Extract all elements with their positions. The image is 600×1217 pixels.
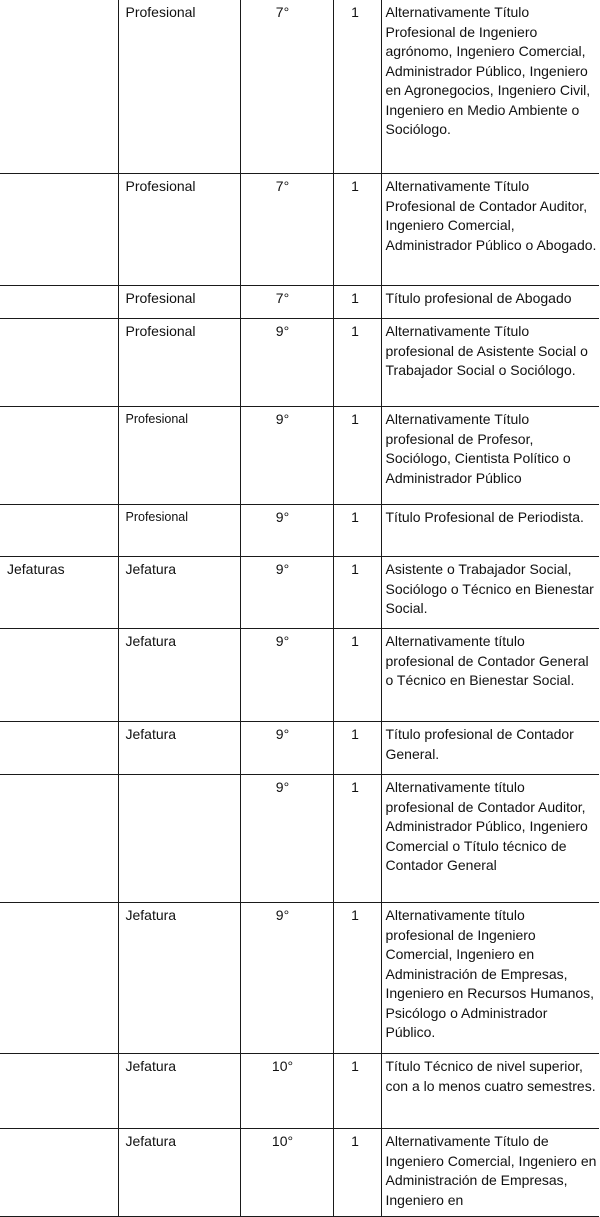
requirement-cell: Alternativamente Título Profesional de Ingeniero agrónomo, Ingeniero Comercial, Administrador Público, Ingeniero en Agronegocios, Ingeniero Civil, Ingeniero en Medio Ambiente o Sociólogo. [381,0,599,174]
requirement-cell: Alternativamente título profesional de Contador General o Técnico en Bienestar Social. [381,629,599,722]
requirement-cell: Alternativamente Título Profesional de Contador Auditor, Ingeniero Comercial, Administrador Público o Abogado. [381,174,599,286]
grade-cell: 9° [240,629,333,722]
quantity-cell: 1 [333,903,381,1054]
position-type-cell: Jefatura [118,1054,240,1129]
category-cell [0,319,118,407]
table-row [0,557,599,629]
grade-cell: 10° [240,1129,333,1217]
quantity-cell: 1 [333,775,381,903]
grade-cell: 9° [240,505,333,557]
requirement-cell: Alternativamente título profesional de Ingeniero Comercial, Ingeniero en Administración de Empresas, Ingeniero en Recursos Humanos, Psicólogo o Administrador Público. [381,903,599,1054]
category-cell [0,629,118,722]
table-row [0,903,599,1054]
table-row [0,319,599,407]
table-row [0,505,599,557]
table-row [0,722,599,775]
position-type-cell: Jefatura [118,1129,240,1217]
quantity-cell: 1 [333,286,381,319]
grade-cell: 9° [240,319,333,407]
category-cell [0,1054,118,1129]
table-row [0,0,599,174]
position-type-cell: Jefatura [118,722,240,775]
position-type-cell: Jefatura [118,557,240,629]
position-type-cell: Jefatura [118,629,240,722]
category-cell [0,903,118,1054]
category-cell [0,0,118,174]
quantity-cell: 1 [333,174,381,286]
requirement-cell: Título profesional de Contador General. [381,722,599,775]
category-cell [0,775,118,903]
grade-cell: 7° [240,0,333,174]
requirement-cell: Alternativamente Título profesional de Asistente Social o Trabajador Social o Sociólogo. [381,319,599,407]
table-row [0,174,599,286]
table-row [0,407,599,505]
table-row [0,775,599,903]
position-type-cell: Profesional [118,0,240,174]
position-type-cell [118,775,240,903]
position-type-cell: Profesional [118,319,240,407]
category-cell [0,407,118,505]
grade-cell: 9° [240,775,333,903]
grade-cell: 9° [240,557,333,629]
table-row [0,1054,599,1129]
table-row [0,629,599,722]
quantity-cell: 1 [333,319,381,407]
grade-cell: 9° [240,407,333,505]
quantity-cell: 1 [333,557,381,629]
quantity-cell: 1 [333,1129,381,1217]
grade-cell: 7° [240,286,333,319]
quantity-cell: 1 [333,407,381,505]
table-row [0,286,599,319]
category-cell [0,1129,118,1217]
requirement-cell: Alternativamente Título profesional de Profesor, Sociólogo, Cientista Político o Administrador Público [381,407,599,505]
category-cell [0,174,118,286]
requirement-cell: Alternativamente Título de Ingeniero Comercial, Ingeniero en Administración de Empresas, Ingeniero en [381,1129,599,1217]
quantity-cell: 1 [333,722,381,775]
quantity-cell: 1 [333,1054,381,1129]
requirement-cell: Alternativamente título profesional de Contador Auditor, Administrador Público, Ingeniero Comercial o Título técnico de Contador General [381,775,599,903]
quantity-cell: 1 [333,505,381,557]
grade-cell: 9° [240,722,333,775]
category-cell: Jefaturas [0,557,118,629]
position-type-cell: Profesional [118,286,240,319]
position-type-cell: Profesional [118,174,240,286]
category-cell [0,722,118,775]
category-cell [0,505,118,557]
requirement-cell: Título profesional de Abogado [381,286,599,319]
position-type-cell: Profesional [118,407,240,505]
grade-cell: 7° [240,174,333,286]
category-cell [0,286,118,319]
grade-cell: 9° [240,903,333,1054]
position-type-cell: Jefatura [118,903,240,1054]
requirement-cell: Título Técnico de nivel superior, con a lo menos cuatro semestres. [381,1054,599,1129]
requirement-cell: Asistente o Trabajador Social, Sociólogo o Técnico en Bienestar Social. [381,557,599,629]
quantity-cell: 1 [333,629,381,722]
table-row [0,1129,599,1217]
grade-cell: 10° [240,1054,333,1129]
quantity-cell: 1 [333,0,381,174]
requirement-cell: Título Profesional de Periodista. [381,505,599,557]
position-type-cell: Profesional [118,505,240,557]
